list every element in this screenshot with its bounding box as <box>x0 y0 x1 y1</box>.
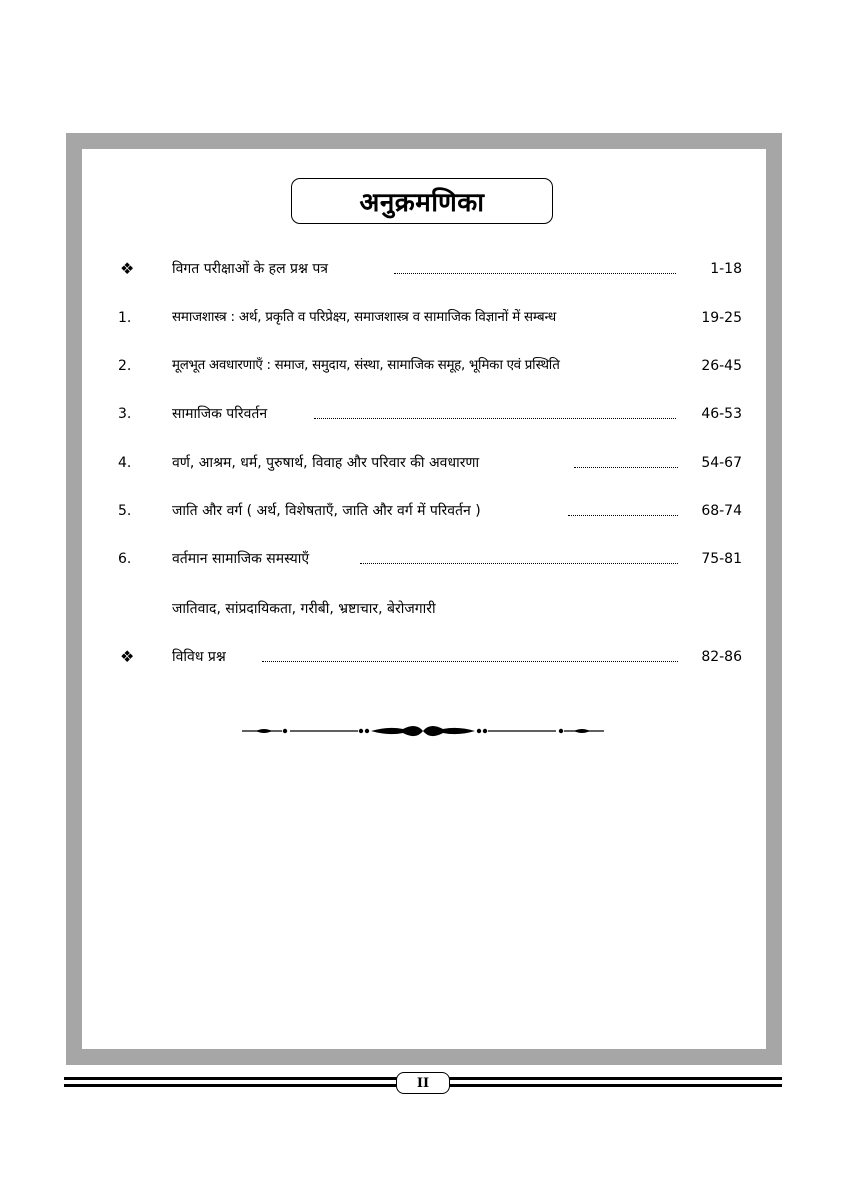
toc-entry-title: विगत परीक्षाओं के हल प्रश्न पत्र <box>172 261 329 277</box>
toc-entry[interactable] <box>0 450 849 476</box>
toc-entry[interactable] <box>0 353 849 379</box>
toc-entry-page: 19-25 <box>701 310 742 326</box>
contents-heading-box <box>291 178 553 224</box>
toc-entry-number: 3. <box>118 406 132 422</box>
toc-entry-page: 26-45 <box>701 358 742 374</box>
toc-entry-page: 82-86 <box>701 649 742 665</box>
toc-entry-number: 4. <box>118 455 132 471</box>
page-number-badge <box>396 1072 450 1094</box>
toc-subtopics: जातिवाद, सांप्रदायिकता, गरीबी, भ्रष्टाचार, बेरोजगारी <box>172 601 436 617</box>
toc-entry-title: मूलभूत अवधारणाएँ : समाज, समुदाय, संस्था, सामाजिक समूह, भूमिका एवं प्रस्थिति <box>172 358 560 373</box>
toc-entry-title: वर्ण, आश्रम, धर्म, पुरुषार्थ, विवाह और परिवार की अवधारणा <box>172 455 480 471</box>
toc-entry-title: वर्तमान सामाजिक समस्याएँ <box>172 551 310 567</box>
toc-entry-title: सामाजिक परिवर्तन <box>172 406 268 422</box>
toc-entry-title: जाति और वर्ग ( अर्थ, विशेषताएँ, जाति और वर्ग में परिवर्तन ) <box>172 503 481 519</box>
toc-entry[interactable] <box>0 644 849 670</box>
toc-entry-page: 68-74 <box>701 503 742 519</box>
toc-entry-title: विविध प्रश्न <box>172 649 226 665</box>
toc-entry-number: 5. <box>118 503 132 519</box>
toc-entry[interactable] <box>0 401 849 427</box>
dot-leader <box>568 515 678 516</box>
diamond-bullet-icon: ❖ <box>120 647 135 666</box>
dot-leader <box>360 563 678 564</box>
diamond-bullet-icon: ❖ <box>120 259 135 278</box>
ornament-divider <box>238 718 608 744</box>
contents-heading: अनुक्रमणिका <box>359 188 485 218</box>
dot-leader <box>314 418 676 419</box>
dot-leader <box>574 467 678 468</box>
toc-entry[interactable] <box>0 498 849 524</box>
toc-entry-page: 46-53 <box>701 406 742 422</box>
toc-entry-number: 2. <box>118 358 132 374</box>
toc-entry[interactable] <box>0 546 849 572</box>
dot-leader <box>394 273 676 274</box>
toc-entry[interactable] <box>0 256 849 282</box>
toc-entry[interactable] <box>0 305 849 331</box>
dot-leader <box>262 661 678 662</box>
toc-entry-page: 54-67 <box>701 455 742 471</box>
toc-entry-page: 1-18 <box>710 261 742 277</box>
toc-entry-title: समाजशास्त्र : अर्थ, प्रकृति व परिप्रेक्ष्य, समाजशास्त्र व सामाजिक विज्ञानों में सम्बन्ध <box>172 310 557 325</box>
toc-entry-number: 1. <box>118 310 132 326</box>
toc-entry-number: 6. <box>118 551 132 567</box>
toc-entry-page: 75-81 <box>701 551 742 567</box>
page-number: II <box>416 1075 430 1091</box>
